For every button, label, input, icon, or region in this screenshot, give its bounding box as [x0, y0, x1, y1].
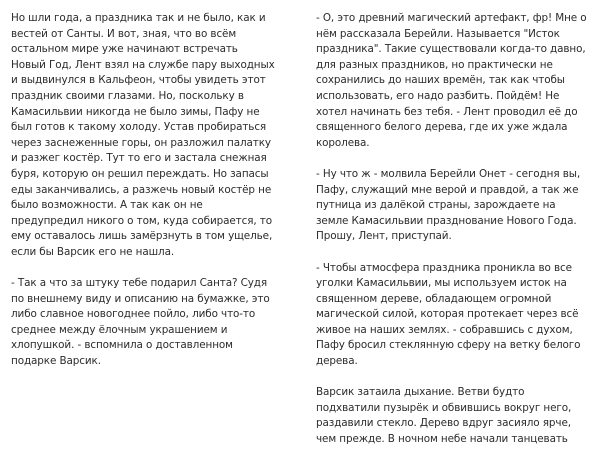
paragraph: - О, это древний магический артефакт, фр! Мне о нём рассказала Берейли. Называется "Исток праздника". Такие существовали когда-то давно, для разных праздников, но практически не сохранились до наших времён, так как чтобы использовать, его надо разбить. Пойдём! Не хотел начинать без тебя. - Лент проводил её до священного белого дерева, где их уже ждала королева. — [316, 12, 587, 149]
paragraph: Но шли года, а праздника так и не было, как и вестей от Санты. И вот, зная, что во всём остальном мире уже начинают встречать Новый Год, Лент взял на службе пару выходных и выдвинулся в Кальфеон, чтобы увидеть этот праздник своими глазами. Но, поскольку в Камасильвии никогда не было зимы, Пафу не был готов к такому холоду. Устав пробираться через заснеженные горы, он разложил палатку и разжег костёр. Тут то его и застала снежная буря, которую он решил переждать. Но запасы еды заканчивались, а разжечь новый костёр не было возможности. А так как он не предупредил никого о том, куда собирается, то ему оставалось лишь замёрзнуть в том ущелье, если бы Варсик его не нашла. — [11, 12, 275, 258]
left-column — [11, 11, 285, 385]
paragraph: Варсик затаила дыхание. Ветви будто подхватили пузырёк и обвившись вокруг него, раздавили стекло. Дерево вдруг засияло ярче, чем прежде. В ночном небе начали танцевать — [316, 386, 572, 446]
right-column — [316, 11, 588, 463]
paragraph: - Ну что ж - молвила Берейли Онет - сегодня вы, Пафу, служащий мне верой и правдой, а так же путница из далёкой страны, зарождаете на земле Камасильвии празднование Нового Года. Прошу, Лент, приступай. — [316, 167, 581, 243]
paragraph: - Чтобы атмосфера праздника проникла во все уголки Камасильвии, мы используем исток на священном дереве, обладающем огромной магической силой, которая протекает через всё живое на наших землях. - собравшись с духом, Пафу бросил стеклянную сферу на ветку белого дерева. — [316, 261, 581, 368]
paragraph: - Так а что за штуку тебе подарил Санта? Судя по внешнему виду и описанию на бумажке, это либо славное новогоднее пойло, либо что-то среднее между ёлочным украшением и хлопушкой. - вспомнила о доставленном подарке Варсик. — [11, 277, 270, 368]
